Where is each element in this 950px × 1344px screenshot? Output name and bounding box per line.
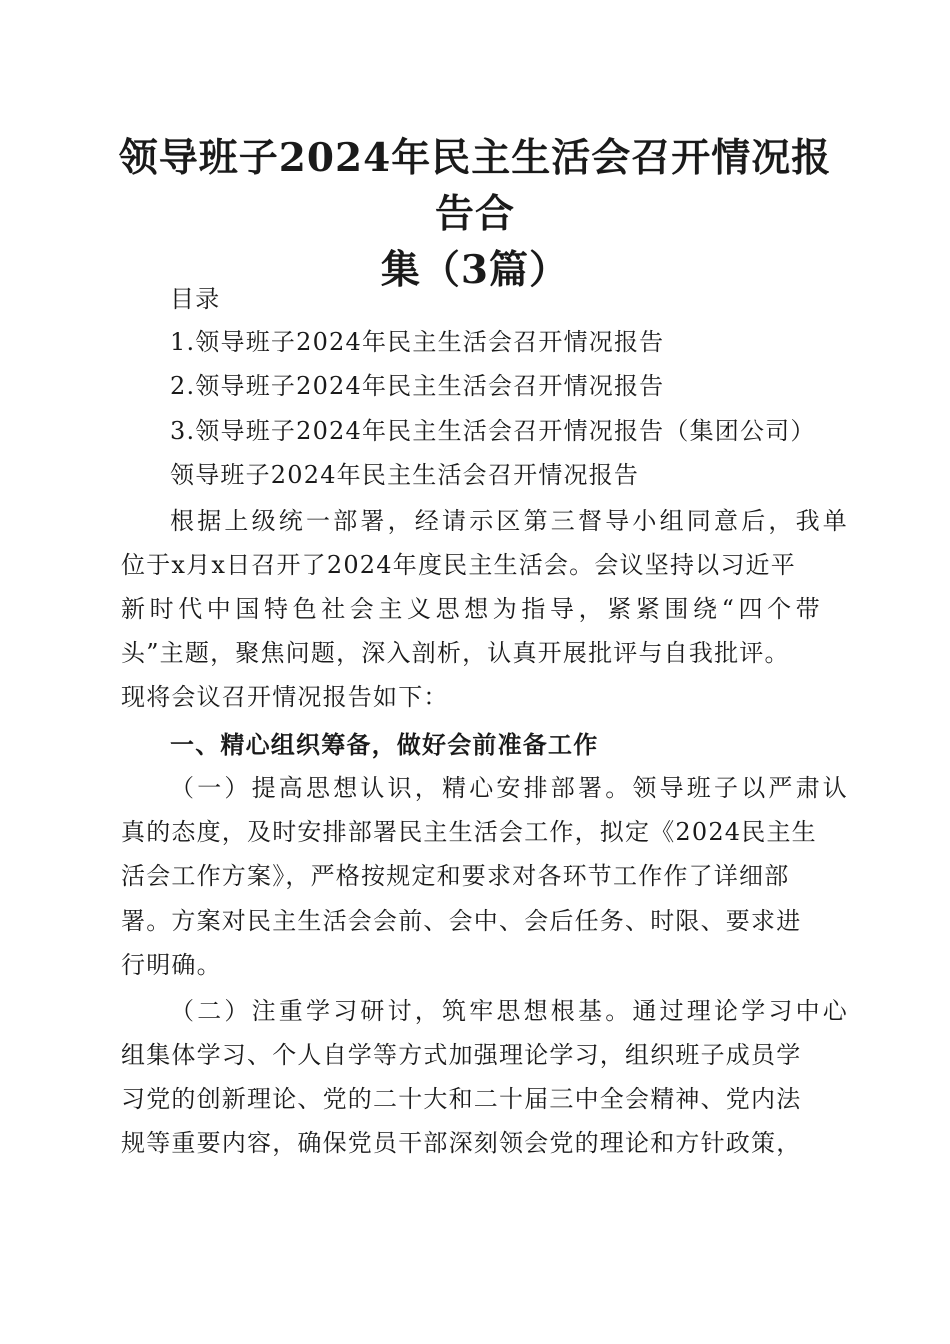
title-line-1: 领导班子2024年民主生活会召开情况报告合 bbox=[118, 135, 832, 237]
paragraph-1-line: 真的态度，及时安排部署民主生活会工作，拟定《2024民主生 bbox=[121, 818, 817, 846]
paragraph-1-line: 行明确。 bbox=[121, 951, 222, 979]
toc-item-3: 3.领导班子2024年民主生活会召开情况报告（集团公司） bbox=[170, 417, 816, 445]
paragraph-1-line: （一）提高思想认识，精心安排部署。领导班子以严肃认 bbox=[170, 774, 850, 802]
intro-line: 位于x月x日召开了2024年度民主生活会。会议坚持以习近平 bbox=[121, 551, 796, 579]
paragraph-2-line: 规等重要内容，确保党员干部深刻领会党的理论和方针政策， bbox=[121, 1129, 802, 1157]
title-line-2: 集（3篇） bbox=[380, 247, 570, 293]
toc-item-2: 2.领导班子2024年民主生活会召开情况报告 bbox=[170, 372, 665, 400]
document-title bbox=[110, 130, 840, 298]
toc-heading: 目录 bbox=[170, 285, 221, 313]
paragraph-2-line: 习党的创新理论、党的二十大和二十届三中全会精神、党内法 bbox=[121, 1085, 802, 1113]
section-1-heading: 一、精心组织筹备，做好会前准备工作 bbox=[170, 730, 599, 759]
toc-item-1: 1.领导班子2024年民主生活会召开情况报告 bbox=[170, 328, 665, 356]
intro-line: 头”主题，聚焦问题，深入剖析，认真开展批评与自我批评。 bbox=[121, 639, 790, 667]
article-title: 领导班子2024年民主生活会召开情况报告 bbox=[170, 461, 640, 489]
paragraph-2-line: 组集体学习、个人自学等方式加强理论学习，组织班子成员学 bbox=[121, 1041, 802, 1069]
intro-line: 新时代中国特色社会主义思想为指导，紧紧围绕“四个带 bbox=[121, 595, 825, 623]
paragraph-1-line: 署。方案对民主生活会会前、会中、会后任务、时限、要求进 bbox=[121, 907, 802, 935]
intro-line: 现将会议召开情况报告如下： bbox=[121, 683, 449, 711]
intro-line: 根据上级统一部署，经请示区第三督导小组同意后，我单 bbox=[170, 507, 850, 535]
paragraph-1-line: 活会工作方案》，严格按规定和要求对各环节工作作了详细部 bbox=[121, 862, 790, 890]
paragraph-2-line: （二）注重学习研讨，筑牢思想根基。通过理论学习中心 bbox=[170, 997, 850, 1025]
